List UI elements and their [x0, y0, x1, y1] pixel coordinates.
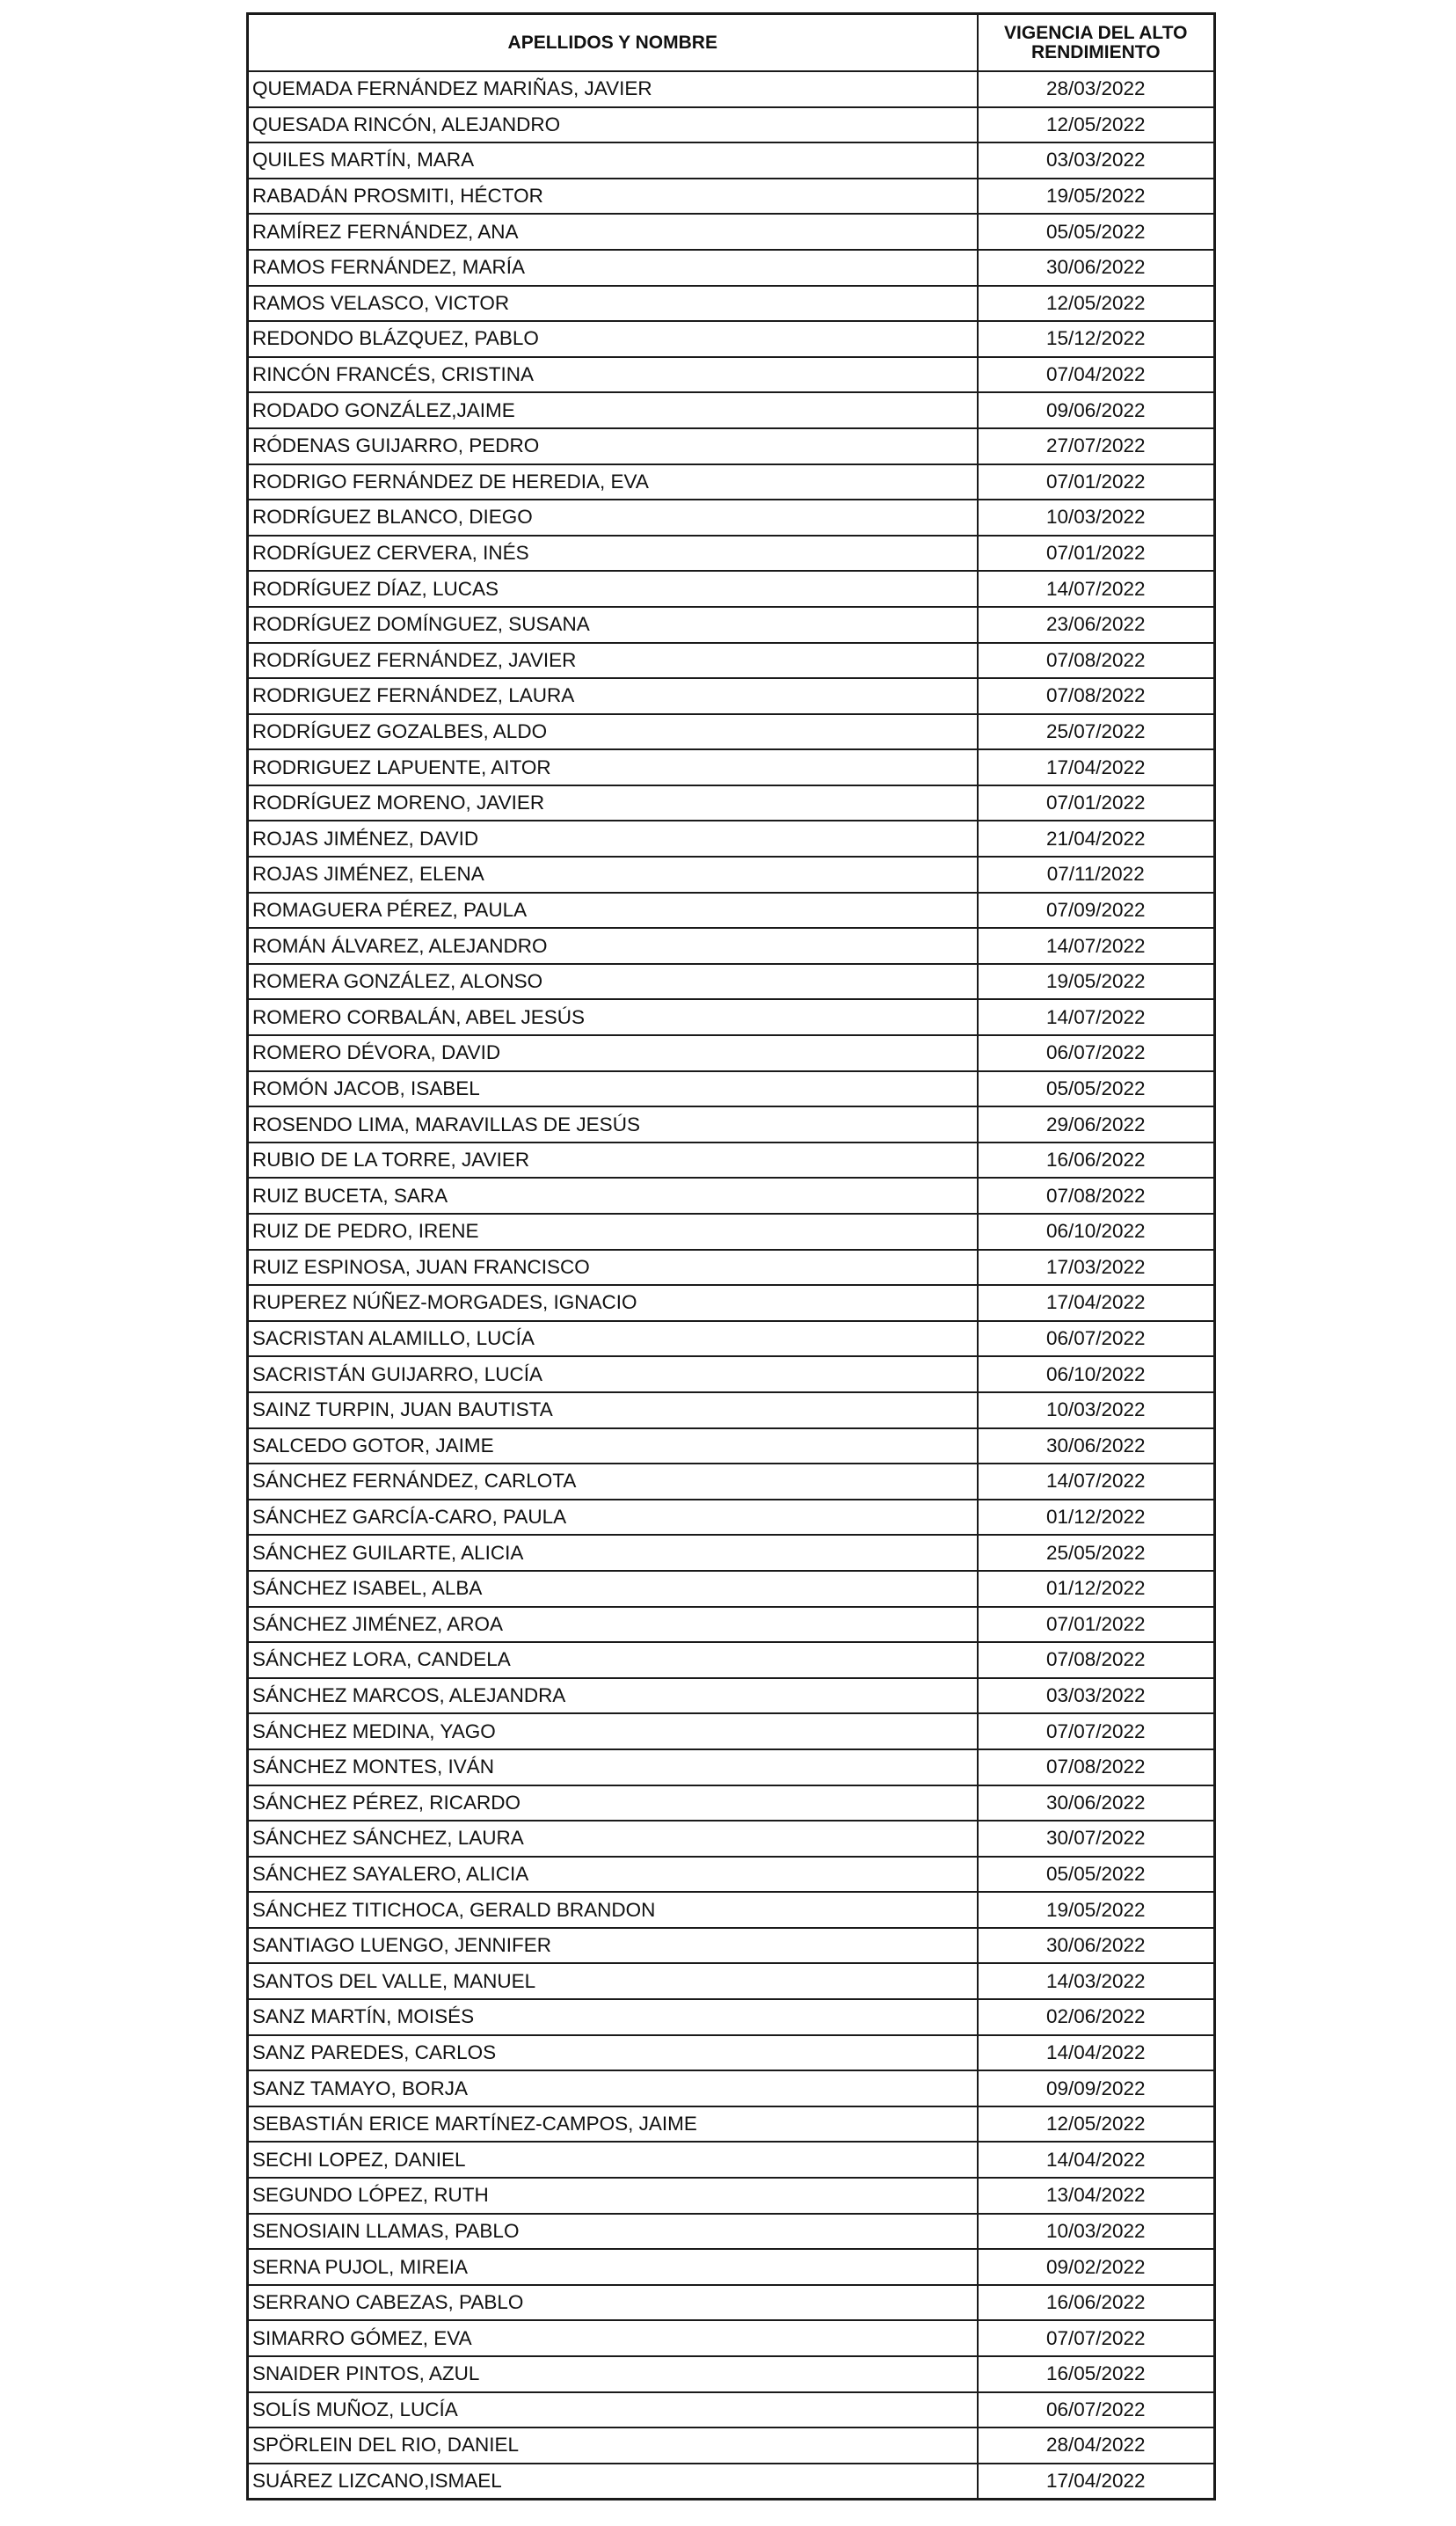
athlete-name-cell: SNAIDER PINTOS, AZUL: [248, 2356, 978, 2392]
table-row: [248, 1963, 1215, 1999]
table-row: [248, 2142, 1215, 2178]
athlete-name-cell: RUIZ BUCETA, SARA: [248, 1178, 978, 1214]
validity-date-cell: 07/08/2022: [978, 678, 1215, 714]
validity-date-cell: 30/06/2022: [978, 250, 1215, 286]
athlete-name-cell: SÁNCHEZ MARCOS, ALEJANDRA: [248, 1678, 978, 1714]
athlete-name-cell: SOLÍS MUÑOZ, LUCÍA: [248, 2392, 978, 2428]
validity-date-cell: 17/04/2022: [978, 1285, 1215, 1321]
athlete-name-cell: RÓDENAS GUIJARRO, PEDRO: [248, 428, 978, 464]
validity-date-cell: 07/01/2022: [978, 1607, 1215, 1643]
table-row: [248, 607, 1215, 643]
athlete-name-cell: SALCEDO GOTOR, JAIME: [248, 1428, 978, 1464]
table-row: [248, 1857, 1215, 1893]
athlete-name-cell: RAMOS VELASCO, VICTOR: [248, 286, 978, 322]
table-row: [248, 678, 1215, 714]
table-row: [248, 1642, 1215, 1678]
table-row: [248, 1713, 1215, 1749]
athlete-name-cell: SUÁREZ LIZCANO,ISMAEL: [248, 2464, 978, 2500]
athlete-name-cell: ROSENDO LIMA, MARAVILLAS DE JESÚS: [248, 1106, 978, 1143]
validity-date-cell: 06/10/2022: [978, 1356, 1215, 1392]
table-row: [248, 1749, 1215, 1785]
table-row: [248, 2249, 1215, 2285]
validity-date-cell: 06/07/2022: [978, 1321, 1215, 1357]
table-row: [248, 643, 1215, 679]
table-row: [248, 2392, 1215, 2428]
athlete-name-cell: SÁNCHEZ MONTES, IVÁN: [248, 1749, 978, 1785]
athlete-name-cell: RODRÍGUEZ BLANCO, DIEGO: [248, 500, 978, 536]
validity-date-cell: 03/03/2022: [978, 142, 1215, 179]
table-row: [248, 2214, 1215, 2250]
table-row: [248, 964, 1215, 1000]
table-row: [248, 2285, 1215, 2321]
table-row: [248, 536, 1215, 572]
validity-date-cell: 06/07/2022: [978, 2392, 1215, 2428]
validity-date-cell: 25/07/2022: [978, 714, 1215, 750]
table-row: [248, 142, 1215, 179]
table-row: [248, 2035, 1215, 2071]
athlete-name-cell: SERRANO CABEZAS, PABLO: [248, 2285, 978, 2321]
validity-date-cell: 07/04/2022: [978, 357, 1215, 393]
table-row: [248, 1678, 1215, 1714]
validity-date-cell: 19/05/2022: [978, 179, 1215, 215]
athlete-name-cell: RODRIGUEZ LAPUENTE, AITOR: [248, 749, 978, 785]
validity-date-cell: 07/09/2022: [978, 893, 1215, 929]
validity-date-cell: 07/07/2022: [978, 2320, 1215, 2356]
validity-date-cell: 19/05/2022: [978, 964, 1215, 1000]
athlete-name-cell: SPÖRLEIN DEL RIO, DANIEL: [248, 2427, 978, 2464]
validity-date-cell: 25/05/2022: [978, 1535, 1215, 1571]
validity-date-cell: 21/04/2022: [978, 821, 1215, 857]
athlete-name-cell: SÁNCHEZ GARCÍA-CARO, PAULA: [248, 1500, 978, 1536]
table-row: [248, 1428, 1215, 1464]
validity-date-cell: 17/04/2022: [978, 2464, 1215, 2500]
validity-date-cell: 06/07/2022: [978, 1035, 1215, 1071]
validity-date-cell: 02/06/2022: [978, 1999, 1215, 2035]
athlete-name-cell: RINCÓN FRANCÉS, CRISTINA: [248, 357, 978, 393]
table-row: [248, 321, 1215, 357]
validity-date-cell: 07/01/2022: [978, 785, 1215, 821]
athlete-name-cell: SACRISTÁN GUIJARRO, LUCÍA: [248, 1356, 978, 1392]
validity-date-cell: 15/12/2022: [978, 321, 1215, 357]
column-header-name: APELLIDOS Y NOMBRE: [248, 14, 978, 72]
table-row: [248, 571, 1215, 607]
table-row: [248, 1250, 1215, 1286]
validity-date-cell: 07/01/2022: [978, 464, 1215, 500]
athletes-table: [246, 12, 1216, 2500]
athlete-name-cell: RODRIGUEZ FERNÁNDEZ, LAURA: [248, 678, 978, 714]
table-row: [248, 1214, 1215, 1250]
athlete-name-cell: RODADO GONZÁLEZ,JAIME: [248, 392, 978, 428]
table-row: [248, 1607, 1215, 1643]
athlete-name-cell: SACRISTAN ALAMILLO, LUCÍA: [248, 1321, 978, 1357]
validity-date-cell: 29/06/2022: [978, 1106, 1215, 1143]
validity-date-cell: 10/03/2022: [978, 1392, 1215, 1428]
athlete-name-cell: RAMOS FERNÁNDEZ, MARÍA: [248, 250, 978, 286]
athlete-name-cell: SÁNCHEZ ISABEL, ALBA: [248, 1571, 978, 1607]
table-row: [248, 1464, 1215, 1500]
athlete-name-cell: ROJAS JIMÉNEZ, DAVID: [248, 821, 978, 857]
validity-date-cell: 17/03/2022: [978, 1250, 1215, 1286]
table-row: [248, 1500, 1215, 1536]
athlete-name-cell: SÁNCHEZ FERNÁNDEZ, CARLOTA: [248, 1464, 978, 1500]
validity-date-cell: 03/03/2022: [978, 1678, 1215, 1714]
table-row: [248, 500, 1215, 536]
table-row: [248, 1321, 1215, 1357]
table-row: [248, 71, 1215, 107]
validity-date-cell: 16/06/2022: [978, 1143, 1215, 1179]
table-row: [248, 2427, 1215, 2464]
athlete-name-cell: SAINZ TURPIN, JUAN BAUTISTA: [248, 1392, 978, 1428]
athlete-name-cell: RODRIGO FERNÁNDEZ DE HEREDIA, EVA: [248, 464, 978, 500]
athlete-name-cell: SÁNCHEZ SAYALERO, ALICIA: [248, 1857, 978, 1893]
table-row: [248, 2464, 1215, 2500]
athlete-name-cell: SÁNCHEZ SÁNCHEZ, LAURA: [248, 1821, 978, 1857]
table-row: [248, 999, 1215, 1035]
validity-date-cell: 19/05/2022: [978, 1892, 1215, 1928]
athlete-name-cell: SÁNCHEZ PÉREZ, RICARDO: [248, 1785, 978, 1821]
validity-date-cell: 07/11/2022: [978, 857, 1215, 893]
table-row: [248, 2106, 1215, 2143]
athlete-name-cell: QUESADA RINCÓN, ALEJANDRO: [248, 107, 978, 143]
validity-date-cell: 07/08/2022: [978, 1642, 1215, 1678]
validity-date-cell: 14/07/2022: [978, 1464, 1215, 1500]
header-row: [248, 14, 1215, 72]
table-row: [248, 928, 1215, 964]
table-row: [248, 821, 1215, 857]
table-row: [248, 749, 1215, 785]
validity-date-cell: 07/07/2022: [978, 1713, 1215, 1749]
validity-date-cell: 05/05/2022: [978, 1071, 1215, 1107]
validity-date-cell: 30/06/2022: [978, 1428, 1215, 1464]
validity-date-cell: 27/07/2022: [978, 428, 1215, 464]
table-row: [248, 1535, 1215, 1571]
athlete-name-cell: SECHI LOPEZ, DANIEL: [248, 2142, 978, 2178]
athlete-name-cell: QUEMADA FERNÁNDEZ MARIÑAS, JAVIER: [248, 71, 978, 107]
athlete-name-cell: SÁNCHEZ LORA, CANDELA: [248, 1642, 978, 1678]
table-row: [248, 214, 1215, 250]
validity-date-cell: 16/06/2022: [978, 2285, 1215, 2321]
athlete-name-cell: SANZ TAMAYO, BORJA: [248, 2070, 978, 2106]
validity-date-cell: 28/04/2022: [978, 2427, 1215, 2464]
validity-date-cell: 14/07/2022: [978, 571, 1215, 607]
validity-date-cell: 09/02/2022: [978, 2249, 1215, 2285]
validity-date-cell: 30/06/2022: [978, 1785, 1215, 1821]
athlete-name-cell: RUPEREZ NÚÑEZ-MORGADES, IGNACIO: [248, 1285, 978, 1321]
table-row: [248, 1356, 1215, 1392]
table-row: [248, 286, 1215, 322]
table-row: [248, 428, 1215, 464]
athlete-name-cell: SEBASTIÁN ERICE MARTÍNEZ-CAMPOS, JAIME: [248, 2106, 978, 2143]
validity-date-cell: 23/06/2022: [978, 607, 1215, 643]
validity-date-cell: 14/04/2022: [978, 2142, 1215, 2178]
athlete-name-cell: RODRÍGUEZ DÍAZ, LUCAS: [248, 571, 978, 607]
athlete-name-cell: SEGUNDO LÓPEZ, RUTH: [248, 2178, 978, 2214]
athlete-name-cell: QUILES MARTÍN, MARA: [248, 142, 978, 179]
table-row: [248, 714, 1215, 750]
athlete-name-cell: SÁNCHEZ TITICHOCA, GERALD BRANDON: [248, 1892, 978, 1928]
athlete-name-cell: ROMERA GONZÁLEZ, ALONSO: [248, 964, 978, 1000]
athlete-name-cell: SANTOS DEL VALLE, MANUEL: [248, 1963, 978, 1999]
table-row: [248, 857, 1215, 893]
athlete-name-cell: ROMERO DÉVORA, DAVID: [248, 1035, 978, 1071]
athlete-name-cell: SIMARRO GÓMEZ, EVA: [248, 2320, 978, 2356]
table-row: [248, 1285, 1215, 1321]
athlete-name-cell: SENOSIAIN LLAMAS, PABLO: [248, 2214, 978, 2250]
validity-date-cell: 13/04/2022: [978, 2178, 1215, 2214]
athlete-name-cell: ROMÓN JACOB, ISABEL: [248, 1071, 978, 1107]
table-row: [248, 2070, 1215, 2106]
athlete-name-cell: ROMERO CORBALÁN, ABEL JESÚS: [248, 999, 978, 1035]
athlete-name-cell: SANZ MARTÍN, MOISÉS: [248, 1999, 978, 2035]
athlete-name-cell: ROMAGUERA PÉREZ, PAULA: [248, 893, 978, 929]
validity-date-cell: 10/03/2022: [978, 2214, 1215, 2250]
validity-date-cell: 30/07/2022: [978, 1821, 1215, 1857]
table-row: [248, 1035, 1215, 1071]
athlete-name-cell: RODRÍGUEZ FERNÁNDEZ, JAVIER: [248, 643, 978, 679]
table-row: [248, 1785, 1215, 1821]
table-row: [248, 2320, 1215, 2356]
athlete-name-cell: RUBIO DE LA TORRE, JAVIER: [248, 1143, 978, 1179]
table-row: [248, 1106, 1215, 1143]
table-body: [248, 71, 1215, 2500]
athlete-name-cell: RODRÍGUEZ GOZALBES, ALDO: [248, 714, 978, 750]
table-row: [248, 1892, 1215, 1928]
validity-date-cell: 12/05/2022: [978, 2106, 1215, 2143]
athlete-name-cell: SÁNCHEZ MEDINA, YAGO: [248, 1713, 978, 1749]
athlete-name-cell: RODRÍGUEZ CERVERA, INÉS: [248, 536, 978, 572]
table-row: [248, 357, 1215, 393]
athlete-name-cell: REDONDO BLÁZQUEZ, PABLO: [248, 321, 978, 357]
table-row: [248, 1571, 1215, 1607]
athlete-name-cell: SANZ PAREDES, CARLOS: [248, 2035, 978, 2071]
validity-date-cell: 14/07/2022: [978, 928, 1215, 964]
validity-date-cell: 17/04/2022: [978, 749, 1215, 785]
table-row: [248, 2356, 1215, 2392]
validity-date-cell: 07/08/2022: [978, 1178, 1215, 1214]
athlete-name-cell: ROMÁN ÁLVAREZ, ALEJANDRO: [248, 928, 978, 964]
table-row: [248, 1071, 1215, 1107]
table-row: [248, 464, 1215, 500]
table-row: [248, 1178, 1215, 1214]
validity-date-cell: 07/08/2022: [978, 643, 1215, 679]
table-row: [248, 1143, 1215, 1179]
validity-date-cell: 28/03/2022: [978, 71, 1215, 107]
validity-date-cell: 10/03/2022: [978, 500, 1215, 536]
table-row: [248, 179, 1215, 215]
table-row: [248, 785, 1215, 821]
validity-date-cell: 09/06/2022: [978, 392, 1215, 428]
validity-date-cell: 30/06/2022: [978, 1928, 1215, 1964]
validity-date-cell: 12/05/2022: [978, 107, 1215, 143]
athlete-name-cell: RABADÁN PROSMITI, HÉCTOR: [248, 179, 978, 215]
validity-date-cell: 07/01/2022: [978, 536, 1215, 572]
validity-date-cell: 05/05/2022: [978, 1857, 1215, 1893]
validity-date-cell: 01/12/2022: [978, 1500, 1215, 1536]
validity-date-cell: 05/05/2022: [978, 214, 1215, 250]
validity-date-cell: 14/04/2022: [978, 2035, 1215, 2071]
validity-date-cell: 12/05/2022: [978, 286, 1215, 322]
column-header-validity: VIGENCIA DEL ALTO RENDIMIENTO: [978, 14, 1215, 72]
validity-date-cell: 14/07/2022: [978, 999, 1215, 1035]
table-row: [248, 250, 1215, 286]
table-header: [248, 14, 1215, 72]
table-row: [248, 392, 1215, 428]
athlete-name-cell: RODRÍGUEZ DOMÍNGUEZ, SUSANA: [248, 607, 978, 643]
validity-date-cell: 14/03/2022: [978, 1963, 1215, 1999]
athlete-name-cell: SANTIAGO LUENGO, JENNIFER: [248, 1928, 978, 1964]
athlete-name-cell: RUIZ DE PEDRO, IRENE: [248, 1214, 978, 1250]
athlete-name-cell: SÁNCHEZ GUILARTE, ALICIA: [248, 1535, 978, 1571]
table-row: [248, 2178, 1215, 2214]
validity-date-cell: 16/05/2022: [978, 2356, 1215, 2392]
athlete-name-cell: ROJAS JIMÉNEZ, ELENA: [248, 857, 978, 893]
validity-date-cell: 06/10/2022: [978, 1214, 1215, 1250]
table-row: [248, 893, 1215, 929]
athlete-name-cell: SÁNCHEZ JIMÉNEZ, AROA: [248, 1607, 978, 1643]
validity-date-cell: 01/12/2022: [978, 1571, 1215, 1607]
validity-date-cell: 07/08/2022: [978, 1749, 1215, 1785]
table-row: [248, 1821, 1215, 1857]
athlete-name-cell: SERNA PUJOL, MIREIA: [248, 2249, 978, 2285]
table-row: [248, 1999, 1215, 2035]
athlete-name-cell: RUIZ ESPINOSA, JUAN FRANCISCO: [248, 1250, 978, 1286]
athlete-name-cell: RODRÍGUEZ MORENO, JAVIER: [248, 785, 978, 821]
table-row: [248, 1392, 1215, 1428]
validity-date-cell: 09/09/2022: [978, 2070, 1215, 2106]
table-row: [248, 107, 1215, 143]
athlete-name-cell: RAMÍREZ FERNÁNDEZ, ANA: [248, 214, 978, 250]
table-row: [248, 1928, 1215, 1964]
